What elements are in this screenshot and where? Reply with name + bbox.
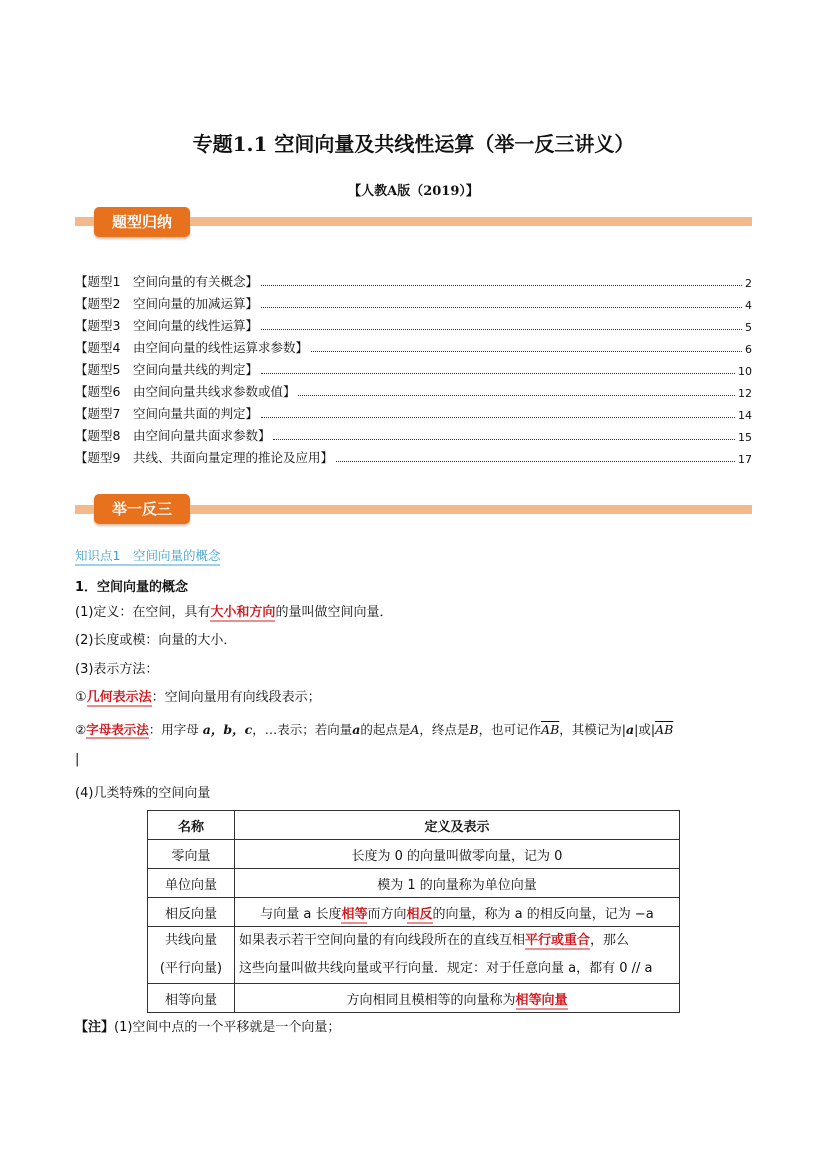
- definition-line: [75, 601, 392, 620]
- highlight: 字母表示法: [86, 722, 149, 737]
- toc-page-number: 10: [738, 365, 752, 378]
- cell: 相等向量: [148, 984, 235, 1013]
- toc-entry[interactable]: [75, 334, 752, 356]
- cell: 零向量: [148, 840, 235, 869]
- dot-leader: [261, 285, 742, 286]
- special-vectors-table: [147, 810, 680, 1013]
- cell: [235, 984, 680, 1013]
- math: a: [626, 722, 635, 737]
- text: ，…表示；若向量: [252, 722, 353, 737]
- text: |: [75, 752, 80, 767]
- page-title: 专题1.1 空间向量及共线性运算（举一反三讲义）: [192, 132, 635, 156]
- text: 而方向: [367, 906, 407, 922]
- dot-leader: [261, 417, 735, 418]
- highlight: 相反: [406, 906, 433, 922]
- toc-label: 【题型3 空间向量的线性运算】: [75, 318, 258, 333]
- toc-page-number: 2: [745, 277, 752, 290]
- text: (平行向量): [159, 961, 223, 976]
- toc-entry[interactable]: [75, 268, 752, 290]
- toc-label: 【题型9 共线、共面向量定理的推论及应用】: [75, 450, 333, 465]
- text: |或|: [634, 722, 656, 737]
- note-label: 【注】: [75, 1020, 115, 1035]
- knowledge-point-heading[interactable]: 知识点1 空间向量的概念: [75, 546, 220, 566]
- math: $\overline{AB}$: [655, 722, 674, 737]
- representation-line: (3)表示方法：: [75, 662, 159, 677]
- toc-page-number: 15: [738, 431, 752, 444]
- text: ①: [75, 690, 87, 705]
- toc-page-number: 5: [745, 321, 752, 334]
- dot-leader: [336, 461, 735, 462]
- special-vectors-line: (4)几类特殊的空间向量: [75, 786, 211, 801]
- toc-label: 【题型5 空间向量共线的判定】: [75, 362, 258, 377]
- cell: [148, 927, 235, 984]
- toc-page-number: 6: [745, 343, 752, 356]
- highlight: 相等: [341, 906, 368, 922]
- text: 如果表示若干空间向量的有向线段所在的直线互相: [239, 933, 526, 948]
- length-line: (2)长度或模：向量的大小．: [75, 633, 237, 648]
- table-row: [148, 869, 680, 898]
- column-header: 名称: [148, 811, 235, 840]
- note-text: (1)空间中点的一个平移就是一个向量；: [114, 1020, 341, 1035]
- toc-label: 【题型4 由空间向量的线性运算求参数】: [75, 340, 308, 355]
- highlight: 大小和方向: [210, 605, 276, 620]
- math: B: [469, 722, 479, 737]
- cell: 单位向量: [148, 869, 235, 898]
- text: 方向相同且模相等的向量称为: [346, 992, 516, 1008]
- text: 与向量 a 长度: [260, 906, 342, 922]
- math: $\overline{AB}$: [541, 722, 560, 737]
- toc-entry[interactable]: [75, 290, 752, 312]
- subheading: 1．空间向量的概念: [75, 580, 189, 595]
- dot-leader: [261, 373, 735, 374]
- text: ，也可记作: [478, 722, 542, 737]
- toc-entry[interactable]: [75, 356, 752, 378]
- edition-label: 【人教A版（2019）】: [348, 184, 479, 199]
- toc-entry[interactable]: [75, 400, 752, 422]
- note: [75, 1016, 755, 1035]
- toc-page-number: 4: [745, 299, 752, 312]
- table-header-row: [148, 811, 680, 840]
- highlight: 相等向量: [515, 992, 568, 1008]
- math: a，b，c: [202, 722, 253, 737]
- highlight: 平行或重合: [525, 933, 591, 948]
- toc-label: 【题型6 由空间向量共线求参数或值】: [75, 384, 296, 399]
- text: ，终点是: [419, 722, 470, 737]
- table-row: [148, 984, 680, 1013]
- text: ，那么: [590, 933, 630, 948]
- cell: [235, 927, 680, 984]
- toc-entry[interactable]: [75, 444, 752, 466]
- cell: 模为 1 的向量称为单位向量: [235, 869, 680, 898]
- letter-line: [75, 720, 673, 738]
- text: ，其模记为|: [559, 722, 627, 737]
- toc-entry[interactable]: [75, 422, 752, 444]
- toc-entry[interactable]: [75, 312, 752, 334]
- toc-label: 【题型8 由空间向量共面求参数】: [75, 428, 271, 443]
- column-header: 定义及表示: [235, 811, 680, 840]
- cell: 长度为 0 的向量叫做零向量，记为 0: [235, 840, 680, 869]
- toc-page-number: 17: [738, 453, 752, 466]
- dot-leader: [261, 329, 742, 330]
- toc-page-number: 14: [738, 409, 752, 422]
- text: 这些向量叫做共线向量或平行向量．规定：对于任意向量 a，都有 0 // a: [239, 961, 653, 976]
- section-badge-practice: 举一反三: [94, 494, 190, 524]
- cell: [235, 898, 680, 927]
- text: ②: [75, 722, 87, 737]
- text: ：用字母: [148, 722, 199, 737]
- toc-page-number: 12: [738, 387, 752, 400]
- math: A: [410, 722, 420, 737]
- text: ：空间向量用有向线段表示；: [151, 690, 321, 705]
- table-of-contents: [75, 268, 752, 466]
- geometric-line: [75, 686, 321, 705]
- table-row: [148, 840, 680, 869]
- toc-label: 【题型1 空间向量的有关概念】: [75, 274, 258, 289]
- text: 的向量，称为 a 的相反向量，记为 −a: [432, 906, 654, 922]
- text: 的量叫做空间向量．: [275, 605, 393, 620]
- text: (1)定义：在空间，具有: [75, 605, 211, 620]
- text: 共线向量: [164, 933, 217, 948]
- toc-label: 【题型2 空间向量的加减运算】: [75, 296, 258, 311]
- highlight: 几何表示法: [86, 690, 152, 705]
- dot-leader: [298, 395, 735, 396]
- section-badge-toc: 题型归纳: [94, 207, 190, 237]
- math: a: [352, 722, 361, 737]
- dot-leader: [311, 351, 742, 352]
- table-row: [148, 927, 680, 984]
- dot-leader: [273, 439, 735, 440]
- table-row: [148, 898, 680, 927]
- cell: 相反向量: [148, 898, 235, 927]
- text: 的起点是: [360, 722, 411, 737]
- toc-entry[interactable]: [75, 378, 752, 400]
- dot-leader: [261, 307, 742, 308]
- toc-label: 【题型7 空间向量共面的判定】: [75, 406, 258, 421]
